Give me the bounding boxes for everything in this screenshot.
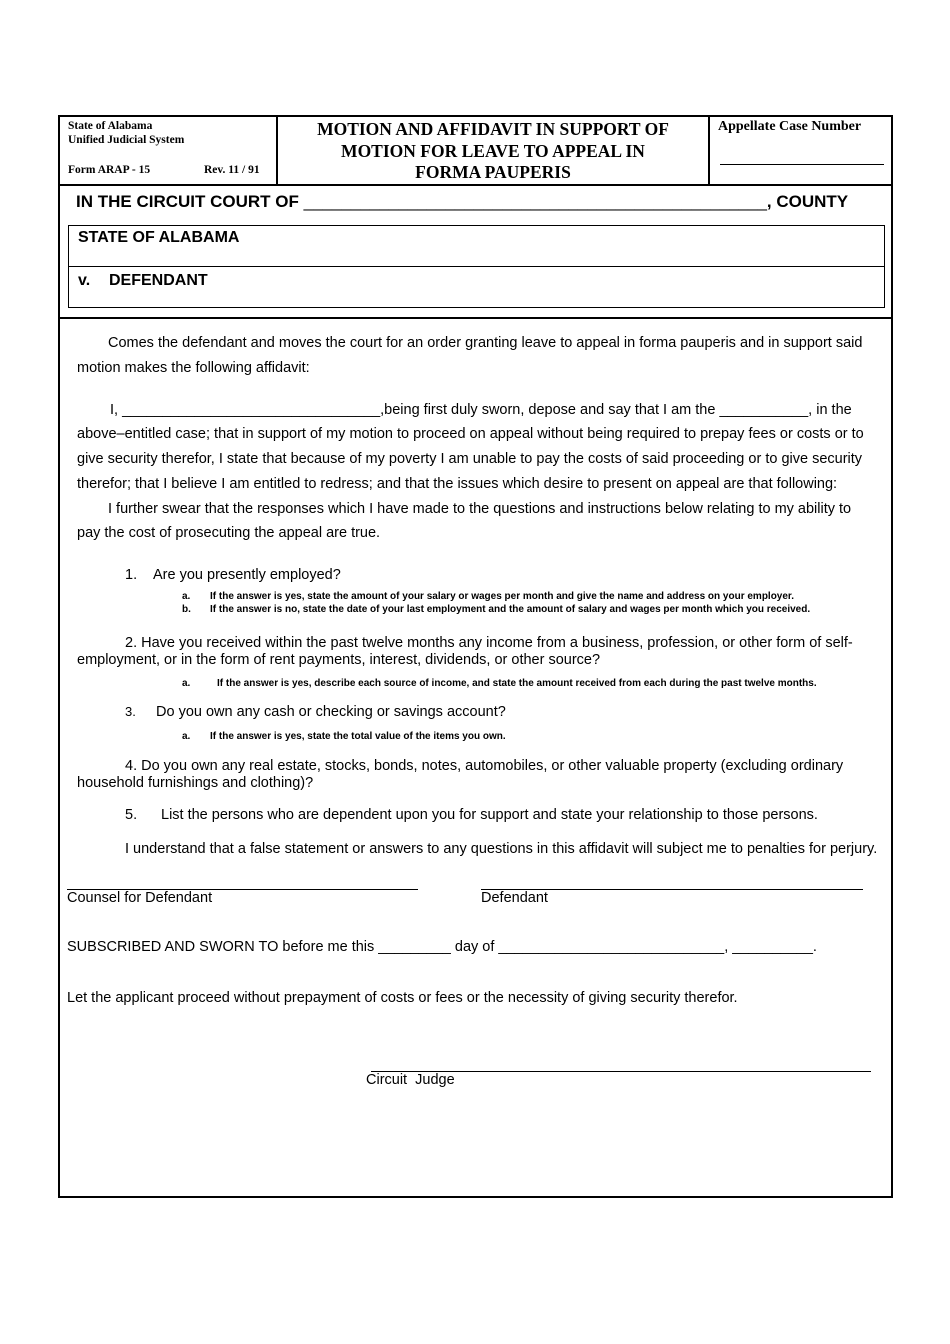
defendant-label: Defendant bbox=[481, 890, 548, 906]
court-line bbox=[76, 192, 848, 212]
question-5: List the persons who are dependent upon you for support and state your relationship to those persons. bbox=[161, 807, 818, 823]
county-field[interactable]: _________________________________________________ bbox=[303, 192, 767, 211]
caption-divider-bottom bbox=[60, 317, 891, 319]
question-1-number: 1. bbox=[125, 567, 138, 583]
title-line-3: FORMA PAUPERIS bbox=[415, 162, 571, 182]
form-number: Form ARAP - 15 bbox=[68, 164, 151, 176]
caption-divider bbox=[69, 266, 884, 267]
court-prefix: IN THE CIRCUIT COURT OF bbox=[76, 192, 299, 211]
question-1a-letter: a. bbox=[182, 591, 191, 602]
case-number-block bbox=[708, 117, 893, 185]
case-caption bbox=[68, 225, 885, 308]
county-suffix: , COUNTY bbox=[766, 192, 849, 211]
title-line-2: MOTION FOR LEAVE TO APPEAL IN bbox=[341, 140, 645, 161]
defendant-name: DEFENDANT bbox=[109, 272, 208, 289]
question-1b-letter: b. bbox=[182, 604, 191, 615]
question-2-line-1: 2. Have you received within the past twelve months any income from a business, profession, or other form of self- bbox=[125, 635, 853, 651]
question-1: Are you presently employed? bbox=[153, 567, 341, 583]
question-5-number: 5. bbox=[125, 807, 138, 823]
question-1a: If the answer is yes, state the amount of your salary or wages per month and give the name and address on your employer. bbox=[210, 591, 795, 602]
intro-line-1: Comes the defendant and moves the court for an order granting leave to appeal in forma pauperis and in support said bbox=[108, 335, 863, 351]
affidavit-line-3: give security therefor, I state that because of my poverty I am unable to pay the costs of said proceeding or to give security bbox=[77, 451, 863, 467]
case-number-label: Appellate Case Number bbox=[718, 119, 862, 134]
intro-line-2: motion makes the following affidavit: bbox=[77, 360, 310, 376]
subscribed-sworn-line[interactable]: SUBSCRIBED AND SWORN TO before me this _________ day of ____________________________, __________. bbox=[67, 939, 817, 955]
perjury-statement: I understand that a false statement or answers to any questions in this affidavit will subject me to penalties for perjury. bbox=[125, 841, 878, 857]
title-line-1: MOTION AND AFFIDAVIT IN SUPPORT OF bbox=[317, 119, 669, 139]
swear-line-2: pay the cost of prosecuting the appeal are true. bbox=[77, 525, 381, 541]
case-number-field[interactable] bbox=[720, 164, 884, 165]
order-statement: Let the applicant proceed without prepayment of costs or fees or the necessity of giving security therefor. bbox=[67, 990, 738, 1006]
affidavit-line-2: above–entitled case; that in support of my motion to proceed on appeal without being required to prepay fees or costs or to bbox=[77, 426, 864, 442]
affidavit-line-4: therefor; that I believe I am entitled to redress; and that the issues which desire to present on appeal are that following: bbox=[77, 476, 838, 492]
state-label: State of Alabama bbox=[68, 120, 153, 132]
question-2a-letter: a. bbox=[182, 678, 191, 689]
versus-label: v. bbox=[78, 272, 91, 289]
question-3-number: 3. bbox=[125, 704, 136, 719]
header-divider bbox=[60, 184, 891, 186]
plaintiff-name: STATE OF ALABAMA bbox=[78, 229, 240, 246]
question-3: Do you own any cash or checking or savings account? bbox=[156, 704, 506, 720]
question-3a-letter: a. bbox=[182, 731, 191, 742]
question-1b: If the answer is no, state the date of your last employment and the amount of salary and wages per month which you received. bbox=[210, 604, 811, 615]
counsel-label: Counsel for Defendant bbox=[67, 890, 213, 906]
form-title bbox=[278, 117, 708, 185]
question-2a: If the answer is yes, describe each source of income, and state the amount received from each during the past twelve months. bbox=[217, 678, 817, 689]
swear-line-1: I further swear that the responses which I have made to the questions and instructions below relating to my ability to bbox=[108, 501, 852, 517]
question-4-line-1: 4. Do you own any real estate, stocks, bonds, notes, automobiles, or other valuable property (excluding ordinary bbox=[125, 758, 844, 774]
revision-date: Rev. 11 / 91 bbox=[204, 164, 260, 176]
form-frame bbox=[58, 115, 893, 1198]
affidavit-line-1: I, ________________________________,being first duly sworn, depose and say that I am the ___________, in the bbox=[110, 402, 852, 418]
question-2-line-2: employment, or in the form of rent payments, interest, dividends, or other source? bbox=[77, 652, 601, 668]
form-id-block bbox=[60, 117, 278, 185]
system-label: Unified Judicial System bbox=[68, 134, 185, 146]
judge-label: Circuit Judge bbox=[366, 1072, 455, 1088]
question-3a: If the answer is yes, state the total value of the items you own. bbox=[210, 731, 506, 742]
question-4-line-2: household furnishings and clothing)? bbox=[77, 775, 314, 791]
